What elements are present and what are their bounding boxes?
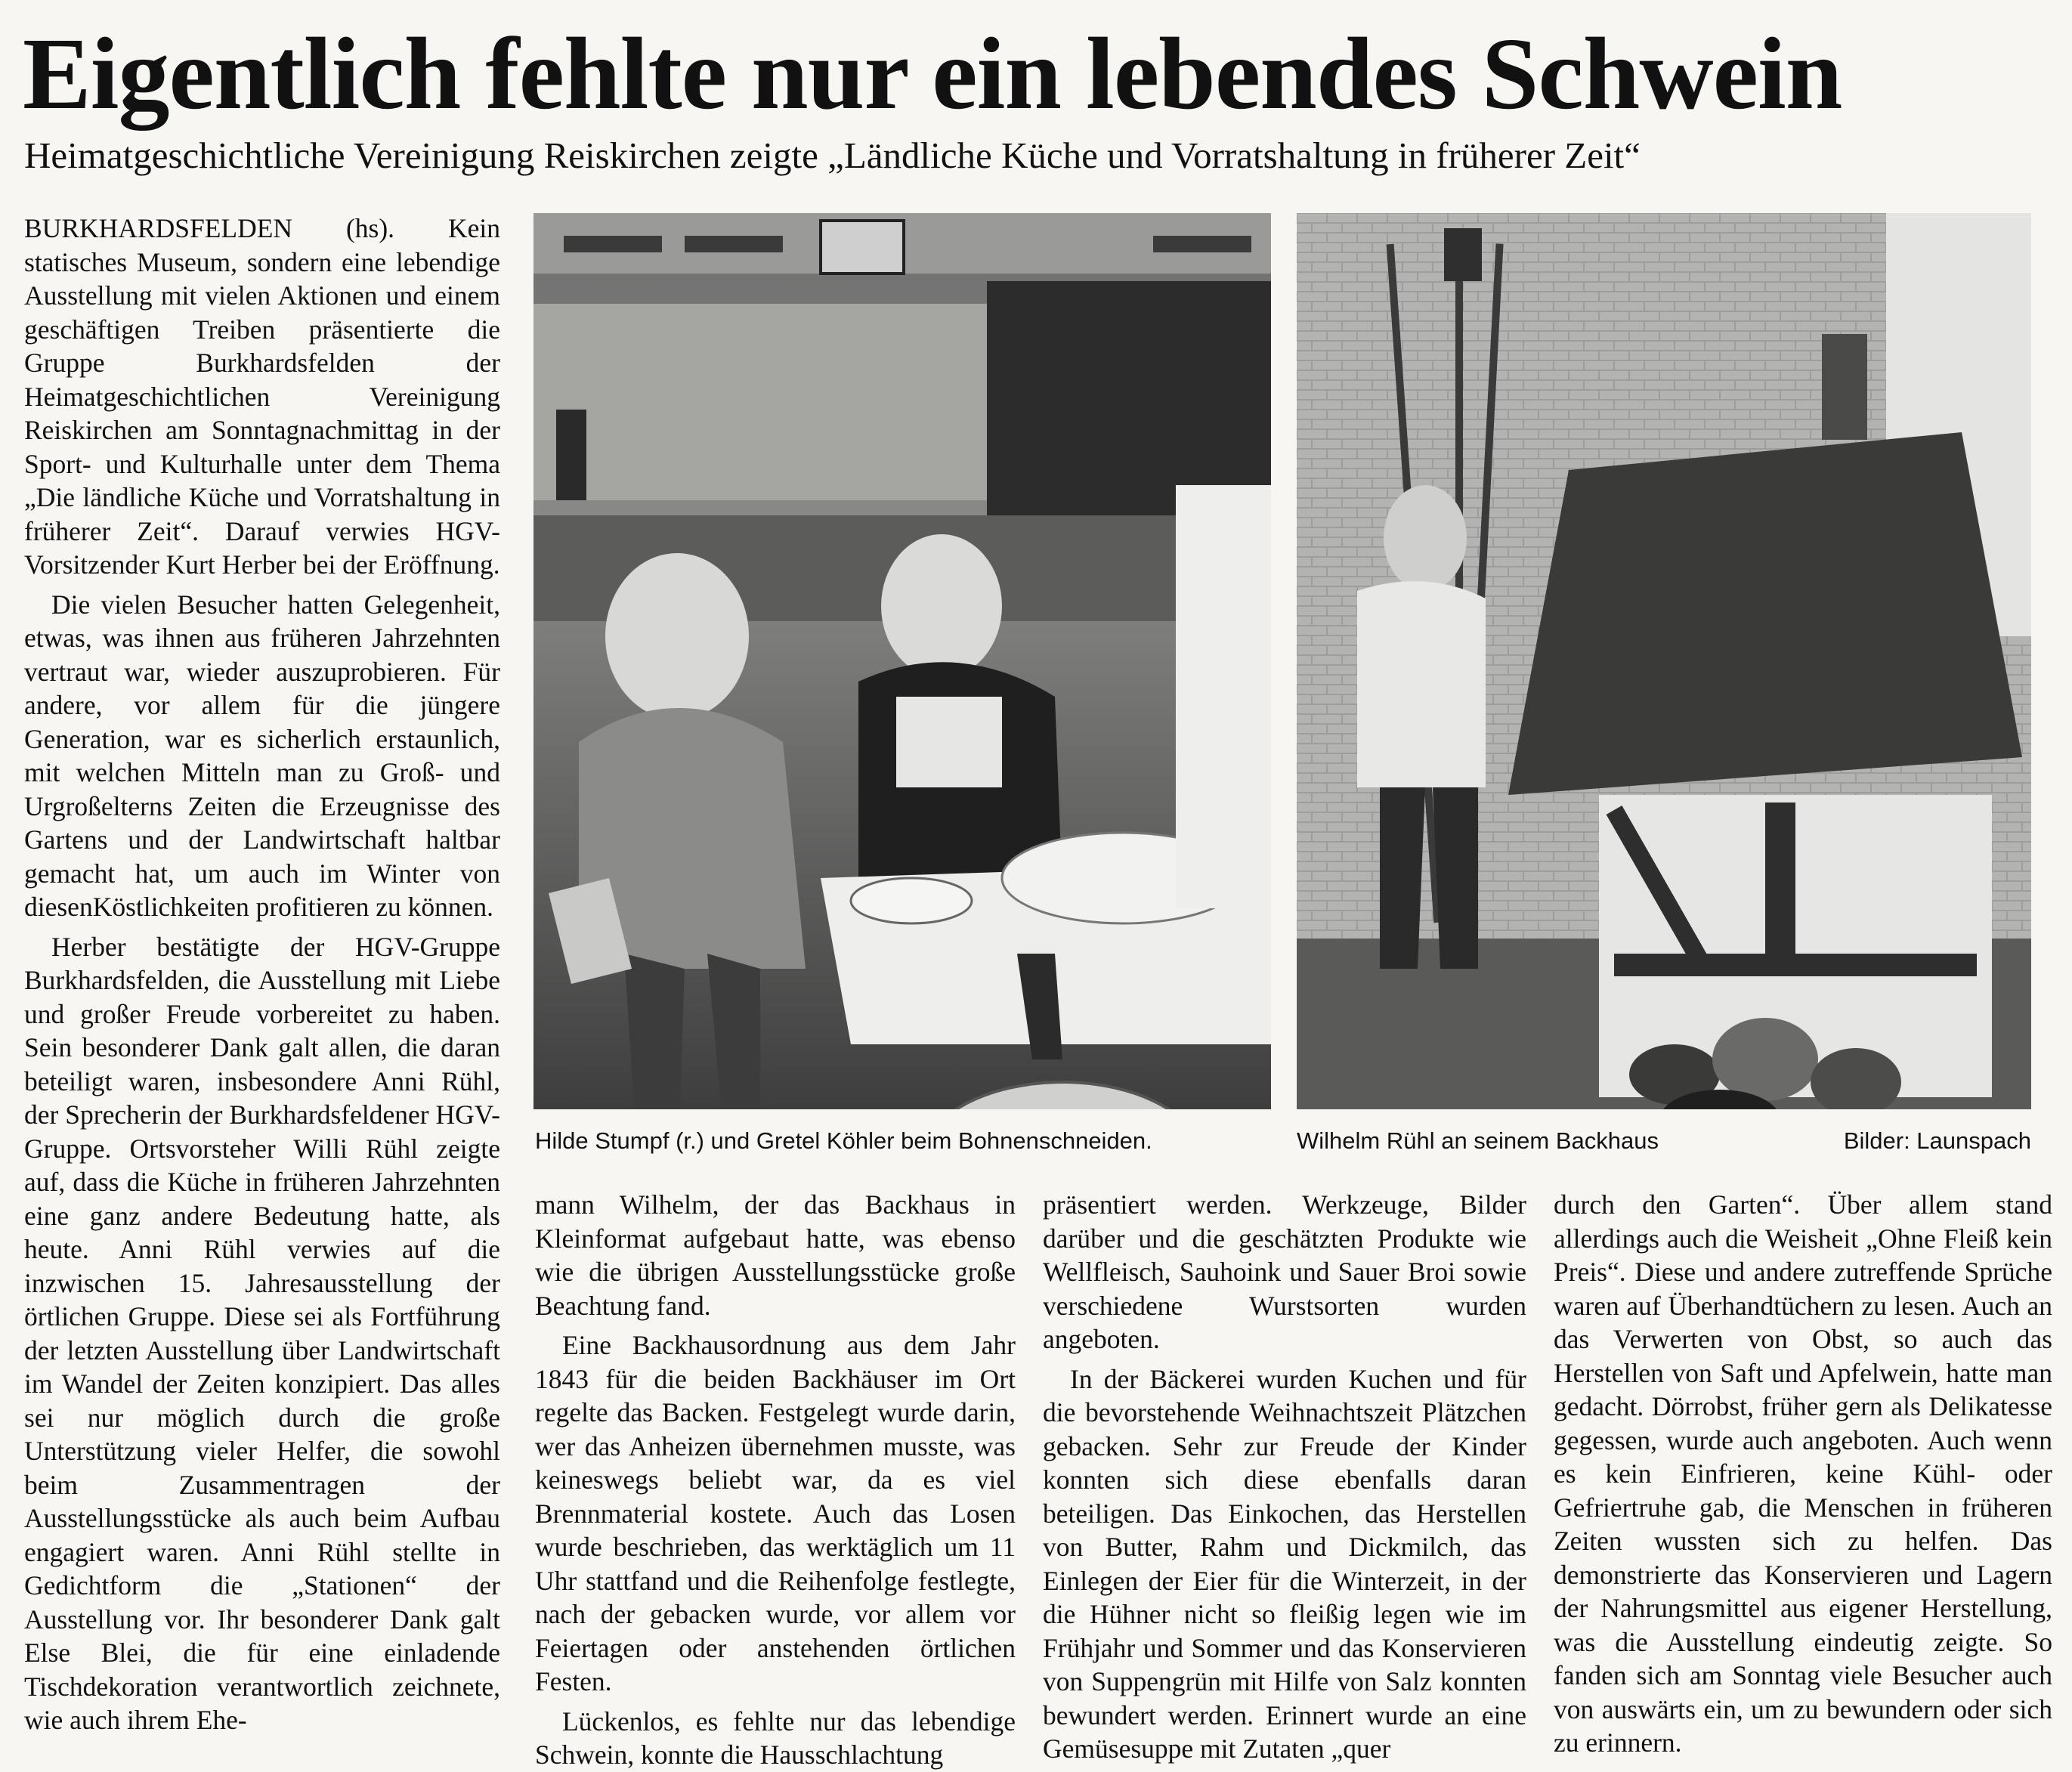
paragraph: präsentiert werden. Werkzeuge, Bilder darüber und die geschätzten Produkte wie Wellfleisch, Sauhoink und Sauer Broi sowie verschiedene Wurstsorten wurden angeboten. — [1043, 1189, 1526, 1354]
paragraph: durch den Garten“. Über allem stand allerdings auch die Weisheit „Ohne Fleiß kein Preis“. Diese und andere zutreffende Sprüche waren auf Überhandtüchern zu lesen. Auch an das Verwerten von Obst, so auch das Herstellen von Saft und Apfelwein, hatte man gedacht. Dörrobst, früher gern als Delikatesse gegessen, wurde auch angeboten. Auch wenn es kein Einfrieren, keine Kühl- oder Gefriertruhe gab, die Menschen in früheren Zeiten wussten sich zu helfen. Das demonstrierte das Konservieren und Lagern der Nahrungsmittel aus eigener Herstellung, was die Ausstellung eindeutig zeigte. So fanden sich am Sonntag viele Besucher auch von auswärts ein, um zu bewundern oder sich zu erinnern. — [1554, 1189, 2052, 1758]
paragraph: Eine Backhausordnung aus dem Jahr 1843 für die beiden Backhäuser im Ort regelte das Backen. Festgelegt wurde darin, wer das Anheizen übernehmen musste, was keineswegs beliebt war, da es viel Brennmaterial kostete. Auch das Losen wurde beschrieben, das werktäglich um 11 Uhr stattfand und die Reihenfolge festlegte, nach der gebacken wurde, vor allem vor Feiertagen oder anstehenden örtlichen Festen. — [535, 1330, 1016, 1696]
photo-caption-1: Hilde Stumpf (r.) und Gretel Köhler beim Bohnenschneiden. — [535, 1127, 1152, 1154]
photo-credit: Bilder: Launspach — [1843, 1127, 2031, 1154]
paragraph: Die vielen Besucher hatten Gelegenheit, etwas, was ihnen aus früheren Jahrzehnten vertraut war, wieder auszuprobieren. Für andere, vor allem für die jüngere Generation, war es sicherlich erstaunlich, mit welchen Mitteln man zu Groß- und Urgroßelterns Zeiten die Erzeugnisse des Gartens und der Landwirtschaft haltbar gemacht hat, um auch im Winter von diesenKöstlichkeiten profitieren zu können. — [24, 589, 500, 922]
paragraph: mann Wilhelm, der das Backhaus in Kleinformat aufgebaut hatte, was ebenso wie die übrigen Ausstellungsstücke große Beachtung fand. — [535, 1189, 1016, 1321]
paragraph: Herber bestätigte der HGV-Gruppe Burkhardsfelden, die Ausstellung mit Liebe und großer Freude vorbereitet zu haben. Sein besonderer Dank galt allen, die daran beteiligt waren, insbesondere Anni Rühl, der Sprecherin der Burkhardsfeldener HGV-Gruppe. Ortsvorsteher Willi Rühl zeigte auf, dass die Küche in früheren Jahrzehnten eine ganz andere Bedeutung hatte, als heute. Anni Rühl verwies auf die inzwischen 15. Jahresausstellung der örtlichen Gruppe. Diese sei als Fortführung der letzten Ausstellung über Landwirtschaft im Wandel der Zeiten konzipiert. Das alles sei nur möglich durch die große Unterstützung vieler Helfer, die sowohl beim Zusammentragen der Ausstellungsstücke als auch beim Aufbau engagiert waren. Anni Rühl stellte in Gedichtform die „Stationen“ der Ausstellung vor. Ihr besonderer Dank galt Else Blei, die für eine einladende Tischdekoration verantwortlich zeichnete, wie auch ihrem Ehe- — [24, 931, 500, 1735]
subheadline: Heimatgeschichtliche Vereinigung Reiskirchen zeigte „Ländliche Küche und Vorratshaltung in früherer Zeit“ — [24, 135, 1641, 176]
article-column-3 — [1043, 1188, 1526, 1766]
article-column-4 — [1554, 1188, 2052, 1760]
paragraph: Lückenlos, es fehlte nur das lebendige Schwein, konnte die Hausschlachtung — [535, 1706, 1016, 1770]
photo-bakehouse-image — [1297, 213, 2031, 1109]
headline: Eigentlich fehlte nur ein lebendes Schwein — [23, 17, 1842, 131]
photo-caption-2: Wilhelm Rühl an seinem Backhaus — [1297, 1127, 1659, 1154]
paragraph: BURKHARDSFELDEN (hs). Kein statisches Museum, sondern eine lebendige Ausstellung mit vielen Aktionen und einem geschäftigen Treiben präsentierte die Gruppe Burkhardsfelden der Heimatgeschichtlichen Vereinigung Reiskirchen am Sonntagnachmittag in der Sport- und Kulturhalle unter dem Thema „Die ländliche Küche und Vorratshaltung in früherer Zeit“. Darauf verwies HGV-Vorsitzender Kurt Herber bei der Eröffnung. — [24, 213, 500, 580]
photo-bakehouse — [1297, 213, 2031, 1109]
photo-bean-cutting-image — [533, 213, 1271, 1109]
article-column-2 — [535, 1188, 1016, 1772]
article-column-1 — [24, 212, 500, 1737]
photo-bean-cutting — [533, 213, 1271, 1109]
paragraph: In der Bäckerei wurden Kuchen und für die bevorstehende Weihnachtszeit Plätzchen gebacken. Sehr zur Freude der Kinder konnten sich diese ebenfalls daran beteiligen. Das Einkochen, das Herstellen von Butter, Rahm und Dickmilch, das Einlegen der Eier für die Winterzeit, in der die Hühner nicht so fleißig legen wie im Frühjahr und Sommer und das Konservieren von Suppengrün mit Hilfe von Salz konnten bewundert werden. Erinnert wurde an eine Gemüsesuppe mit Zutaten „quer — [1043, 1363, 1526, 1764]
